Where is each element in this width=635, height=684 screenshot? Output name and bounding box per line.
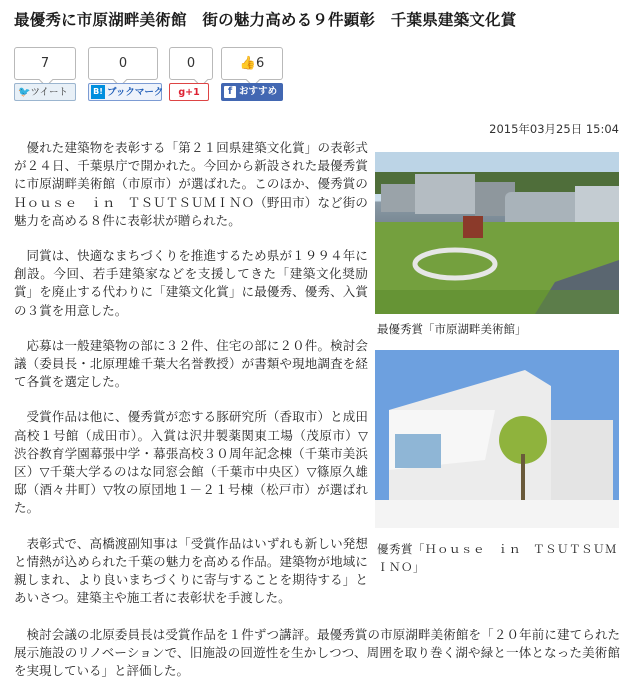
hatena-b-icon: B!: [91, 85, 105, 99]
hatena-bookmark-button[interactable]: B! ブックマーク: [88, 83, 162, 101]
paragraph: 優れた建築物を表彰する「第２１回県建築文化賞」の表彰式が２４日、千葉県庁で開かれた。今回から新設された最優秀賞に市原湖畔美術館（市原市）が選ばれた。このほか、優秀賞のＨｏｕｓｅ ｉｎ ＴＳＵＴＳＵＭＩＮＯ（野田市）など街の魅力を高める８件に表彰状が贈られた。: [14, 140, 368, 228]
facebook-share[interactable]: [221, 47, 283, 97]
house-photo[interactable]: [375, 350, 619, 528]
museum-photo[interactable]: [375, 152, 619, 314]
tweet-button[interactable]: 🐦ツイート: [14, 83, 76, 101]
tweet-count: 7: [14, 47, 76, 80]
hatena-share[interactable]: [88, 47, 164, 98]
gplus-share[interactable]: [169, 47, 213, 98]
twitter-bird-icon: 🐦: [18, 87, 31, 98]
article-headline: 最優秀に市原湖畔美術館 街の魅力高める９件顕彰 千葉県建築文化賞: [14, 11, 517, 29]
gplus-count: 0: [169, 47, 213, 80]
photo-caption: 最優秀賞「市原湖畔美術館」: [377, 322, 527, 336]
gplus-button[interactable]: g+1: [169, 83, 209, 101]
museum-photo-illustration: [375, 152, 619, 314]
paragraph: 応募は一般建築物の部に３２件、住宅の部に２０件。検討会議（委員長・北原理雄千葉大名誉教授）が書類や現地調査を経て各賞を選定した。: [14, 337, 368, 390]
publish-date: 2015年03月25日 15:04: [489, 122, 619, 136]
article-body: [14, 139, 368, 624]
paragraph: 同賞は、快適なまちづくりを推進するため県が１９９４年に創設。今回、若手建築家などを支援してきた「建築文化奨励賞」を廃止する代わりに「建築文化賞」に最優秀、優秀、入賞の３賞を用意した。: [14, 248, 368, 318]
hatena-count: 0: [88, 47, 158, 80]
thumbs-up-icon: 👍: [239, 56, 256, 71]
facebook-icon: f: [224, 86, 236, 98]
paragraph: 受賞作品は他に、優秀賞が恋する豚研究所（香取市）と成田高校１号館（成田市）。入賞は沢井製薬関東工場（茂原市）▽渋谷教育学園幕張中学・幕張高校３０周年記念棟（千葉市美浜区）▽千葉大学るのはな同窓会館（千葉市中央区）▽篠原久雄邸（酒々井町）▽牧の原団地１－２１号棟（松戸市）が選ばれた。: [14, 409, 368, 516]
house-photo-illustration: [375, 350, 619, 528]
photo-caption: 優秀賞「Ｈｏｕｓｅ ｉｎ ＴＳＵＴＳＵＭＩＮＯ」: [377, 542, 617, 574]
paragraph: 表彰式で、高橋渡副知事は「受賞作品はいずれも新しい発想と情熱が込められた千葉の魅力を高める作品。建築物が地域に親しまれ、より良いまちづくりに寄与することを期待する」とあいさつ。建築主や施工者に表彰状を手渡した。: [14, 535, 368, 606]
article-body-full-width: [14, 626, 620, 681]
facebook-recommend-button[interactable]: f おすすめ: [221, 83, 283, 101]
tweet-share[interactable]: [14, 47, 76, 98]
paragraph: 検討会議の北原委員長は受賞作品を１件ずつ講評。最優秀賞の市原湖畔美術館を「２０年前に建てられた展示施設のリノベーションで、旧施設の回遊性を生かしつつ、周囲を取り巻く湖や緑と一体となった美術館を実現している」と評価した。: [14, 627, 620, 679]
like-count: 👍6: [221, 47, 283, 80]
